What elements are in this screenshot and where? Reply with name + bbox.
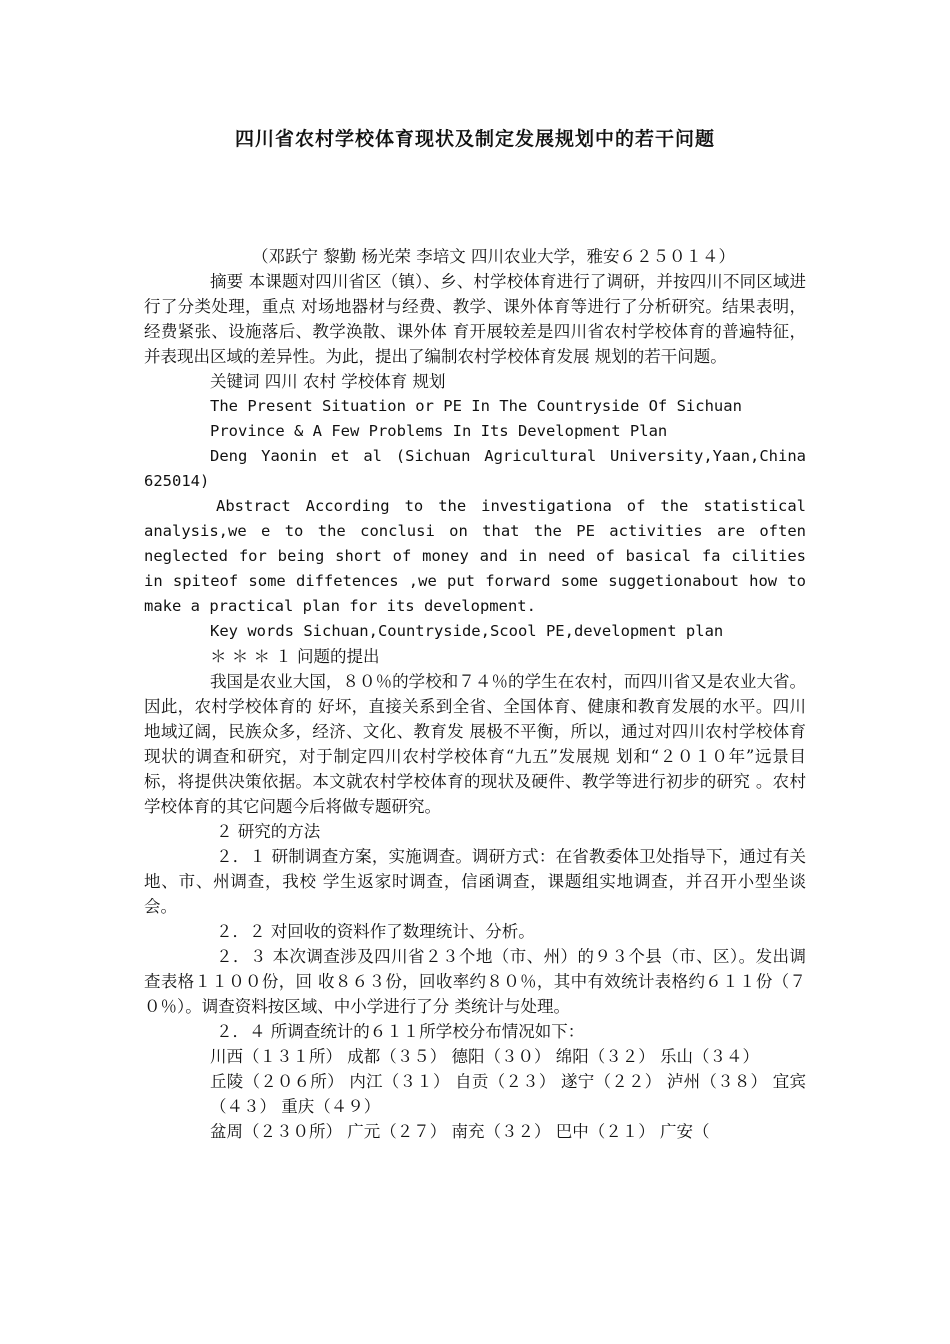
keywords-cn: 关键词 四川 农村 学校体育 规划 bbox=[210, 372, 446, 391]
english-authors: Deng Yaonin et al (Sichuan Agricultural University,Yaan,China 625014) bbox=[144, 447, 806, 490]
abstract-cn: 摘要 本课题对四川省区（镇）、乡、村学校体育进行了调研，并按四川不同区域进行了分类处理，重点 对场地器材与经费、教学、课外体育等进行了分析研究。结果表明，经费紧张、设施落后、教学涣散、课外体 育开展较差是四川省农村学校体育的普遍特征，并表现出区域的差异性。为此，提出了编制农村学校体育发展 规划的若干问题。 bbox=[144, 272, 806, 366]
section2-3-paragraph: ２．３ 本次调查涉及四川省２３个地（市、州）的９３个县（市、区）。发出调查表格１１００份，回 收８６３份，回收率约８０％，其中有效统计表格约６１１份（７０％）。调查资料按区域、中小学进行了分 类统计与处理。 bbox=[144, 947, 806, 1016]
region-line-basin: 盆周（２３０所） 广元（２７） 南充（３２） 巴中（２１） 广安（ bbox=[210, 1122, 710, 1141]
keywords-en: Key words Sichuan,Countryside,Scool PE,development plan bbox=[210, 622, 724, 640]
section1-paragraph: 我国是农业大国，８０％的学校和７４％的学生在农村，而四川省又是农业大省。因此，农村学校体育的 好坏，直接关系到全省、全国体育、健康和教育发展的水平。四川地域辽阔，民族众多，经济、文化、教育发 展极不平衡，所以，通过对四川农村学校体育现状的调查和研究，对于制定四川农村学校体育“九五”发展规 划和“２０１０年”远景目标，将提供决策依据。本文就农村学校体育的现状及硬件、教学等进行初步的研究 。农村学校体育的其它问题今后将做专题研究。 bbox=[144, 672, 806, 816]
region-line-hills: 丘陵（２０６所） 内江（３１） 自贡（２３） 遂宁（２２） 泸州（３８） 宜宾（４３） 重庆（４９） bbox=[210, 1072, 806, 1116]
authors-line: （邓跃宁 黎勤 杨光荣 李培文 四川农业大学，雅安６２５０１４） bbox=[252, 247, 735, 266]
english-title-line-1: The Present Situation or PE In The Countryside Of Sichuan bbox=[210, 397, 742, 415]
section1-heading: ＊ ＊ ＊ １ 问题的提出 bbox=[210, 647, 380, 666]
abstract-en: Abstract According to the investigationa of the statistical analysis,we e to the conclusi on that the PE activities are often neglected for being short of money and in need of basical fa cilities in spiteof some diffetences ,we put forward some suggetionabout how to make a practical plan for its development. bbox=[144, 497, 806, 615]
page-title: 四川省农村学校体育现状及制定发展规划中的若干问题 bbox=[234, 128, 715, 150]
english-title-line-2: Province & A Few Problems In Its Development Plan bbox=[210, 422, 668, 440]
section2-2-paragraph: ２．２ 对回收的资料作了数理统计、分析。 bbox=[216, 922, 535, 941]
section2-heading: ２ 研究的方法 bbox=[216, 822, 321, 841]
article-body bbox=[144, 244, 806, 1144]
section2-4-paragraph: ２．４ 所调查统计的６１１所学校分布情况如下： bbox=[216, 1022, 585, 1041]
region-line-west: 川西（１３１所） 成都（３５） 德阳（３０） 绵阳（３２） 乐山（３４） bbox=[210, 1047, 759, 1066]
section2-1-paragraph: ２．１ 研制调查方案，实施调查。调研方式：在省教委体卫处指导下，通过有关地、市、州调查，我校 学生返家时调查，信函调查，课题组实地调查，并召开小型坐谈会。 bbox=[144, 847, 806, 916]
